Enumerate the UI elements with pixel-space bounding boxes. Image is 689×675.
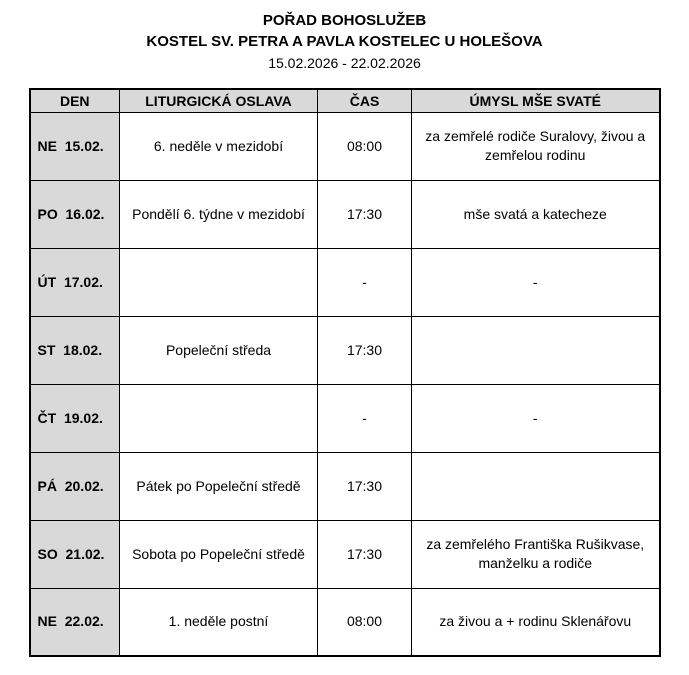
cas-cell: 17:30	[318, 180, 412, 248]
den-cell: PO 16.02.	[30, 180, 120, 248]
den-cell: ČT 19.02.	[30, 384, 120, 452]
table-row	[30, 520, 660, 588]
oslava-cell: Popeleční středa	[120, 316, 318, 384]
cas-cell: 08:00	[318, 112, 412, 180]
oslava-cell: Pátek po Popeleční středě	[120, 452, 318, 520]
cas-cell: -	[318, 248, 412, 316]
cas-cell: 17:30	[318, 452, 412, 520]
den-cell: PÁ 20.02.	[30, 452, 120, 520]
den-cell: SO 21.02.	[30, 520, 120, 588]
schedule-table	[29, 88, 661, 658]
oslava-cell: 6. neděle v mezidobí	[120, 112, 318, 180]
table-row	[30, 384, 660, 452]
table-row	[30, 316, 660, 384]
den-cell: ST 18.02.	[30, 316, 120, 384]
cas-cell: 17:30	[318, 316, 412, 384]
oslava-cell	[120, 248, 318, 316]
den-cell: ÚT 17.02.	[30, 248, 120, 316]
cas-cell: -	[318, 384, 412, 452]
column-header-den: DEN	[30, 89, 120, 113]
oslava-cell: Pondělí 6. týdne v mezidobí	[120, 180, 318, 248]
table-header-row	[30, 89, 660, 113]
oslava-cell: 1. neděle postní	[120, 588, 318, 656]
umysl-cell	[412, 316, 660, 384]
umysl-cell: -	[412, 384, 660, 452]
oslava-cell	[120, 384, 318, 452]
column-header-umysl: ÚMYSL MŠE SVATÉ	[412, 89, 660, 113]
umysl-cell: za zemřelé rodiče Suralovy, živou a zemřelou rodinu	[412, 112, 660, 180]
umysl-cell: -	[412, 248, 660, 316]
table-row	[30, 112, 660, 180]
column-header-cas: ČAS	[318, 89, 412, 113]
den-cell: NE 22.02.	[30, 588, 120, 656]
den-cell: NE 15.02.	[30, 112, 120, 180]
cas-cell: 08:00	[318, 588, 412, 656]
umysl-cell	[412, 452, 660, 520]
table-row	[30, 248, 660, 316]
umysl-cell: za zemřelého Františka Rušikvase, manželku a rodiče	[412, 520, 660, 588]
church-title: KOSTEL SV. PETRA A PAVLA KOSTELEC U HOLEŠOVA	[146, 33, 543, 50]
table-row	[30, 588, 660, 656]
page-title: POŘAD BOHOSLUŽEB	[262, 12, 427, 29]
document-header	[0, 10, 689, 74]
date-range: 15.02.2026 - 22.02.2026	[268, 55, 421, 71]
cas-cell: 17:30	[318, 520, 412, 588]
column-header-oslava: LITURGICKÁ OSLAVA	[120, 89, 318, 113]
umysl-cell: za živou a + rodinu Sklenářovu	[412, 588, 660, 656]
umysl-cell: mše svatá a katecheze	[412, 180, 660, 248]
oslava-cell: Sobota po Popeleční středě	[120, 520, 318, 588]
table-row	[30, 452, 660, 520]
table-row	[30, 180, 660, 248]
